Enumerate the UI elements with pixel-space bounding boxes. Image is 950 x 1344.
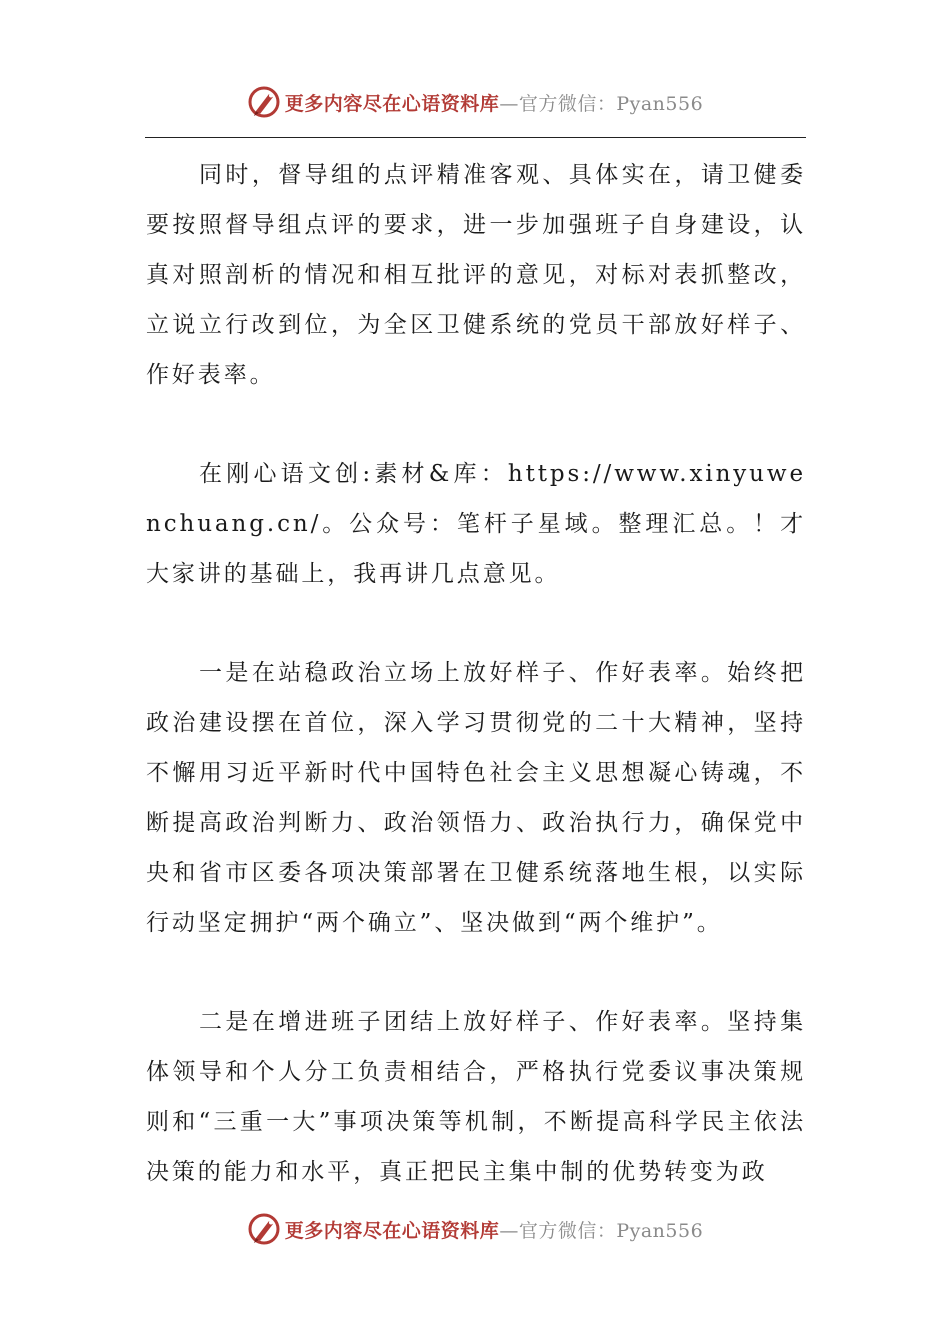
header-contact-id: Pyan556 <box>616 92 704 115</box>
footer-separator: — <box>499 1219 519 1242</box>
pen-logo-icon <box>247 85 281 119</box>
header-separator: — <box>499 92 519 115</box>
footer-banner <box>0 1209 950 1249</box>
document-body <box>146 150 806 1246</box>
paragraph-1: 同时，督导组的点评精准客观、具体实在，请卫健委要按照督导组点评的要求，进一步加强班子自身建设，认真对照剖析的情况和相互批评的意见，对标对表抓整改，立说立行改到位，为全区卫健系统的党员干部放好样子、作好表率。 <box>146 162 806 388</box>
footer-contact-label: 官方微信： <box>518 1219 617 1242</box>
paragraph-4: 二是在增进班子团结上放好样子、作好表率。坚持集体领导和个人分工负责相结合，严格执行党委议事决策规则和“三重一大”事项决策等机制，不断提高科学民主依法决策的能力和水平，真正把民主集中制的优势转变为政 <box>146 1009 806 1185</box>
footer-brand: 更多内容尽在心语资料库 <box>284 1219 500 1242</box>
pen-logo-icon <box>247 1212 281 1246</box>
paragraph-2: 在刚心语文创:素材&库：https://www.xinyuwenchuang.cn/。公众号：笔杆子星域。整理汇总。！才大家讲的基础上，我再讲几点意见。 <box>146 461 806 587</box>
footer-text <box>285 1216 703 1243</box>
header-brand: 更多内容尽在心语资料库 <box>284 92 500 115</box>
header-divider <box>145 137 806 138</box>
header-text <box>285 89 703 116</box>
header-banner <box>0 82 950 122</box>
paragraph-3: 一是在站稳政治立场上放好样子、作好表率。始终把政治建设摆在首位，深入学习贯彻党的二十大精神，坚持不懈用习近平新时代中国特色社会主义思想凝心铸魂，不断提高政治判断力、政治领悟力、政治执行力，确保党中央和省市区委各项决策部署在卫健系统落地生根，以实际行动坚定拥护“两个确立”、坚决做到“两个维护”。 <box>146 660 806 936</box>
header-contact-label: 官方微信： <box>518 92 617 115</box>
footer-contact-id: Pyan556 <box>616 1219 704 1242</box>
